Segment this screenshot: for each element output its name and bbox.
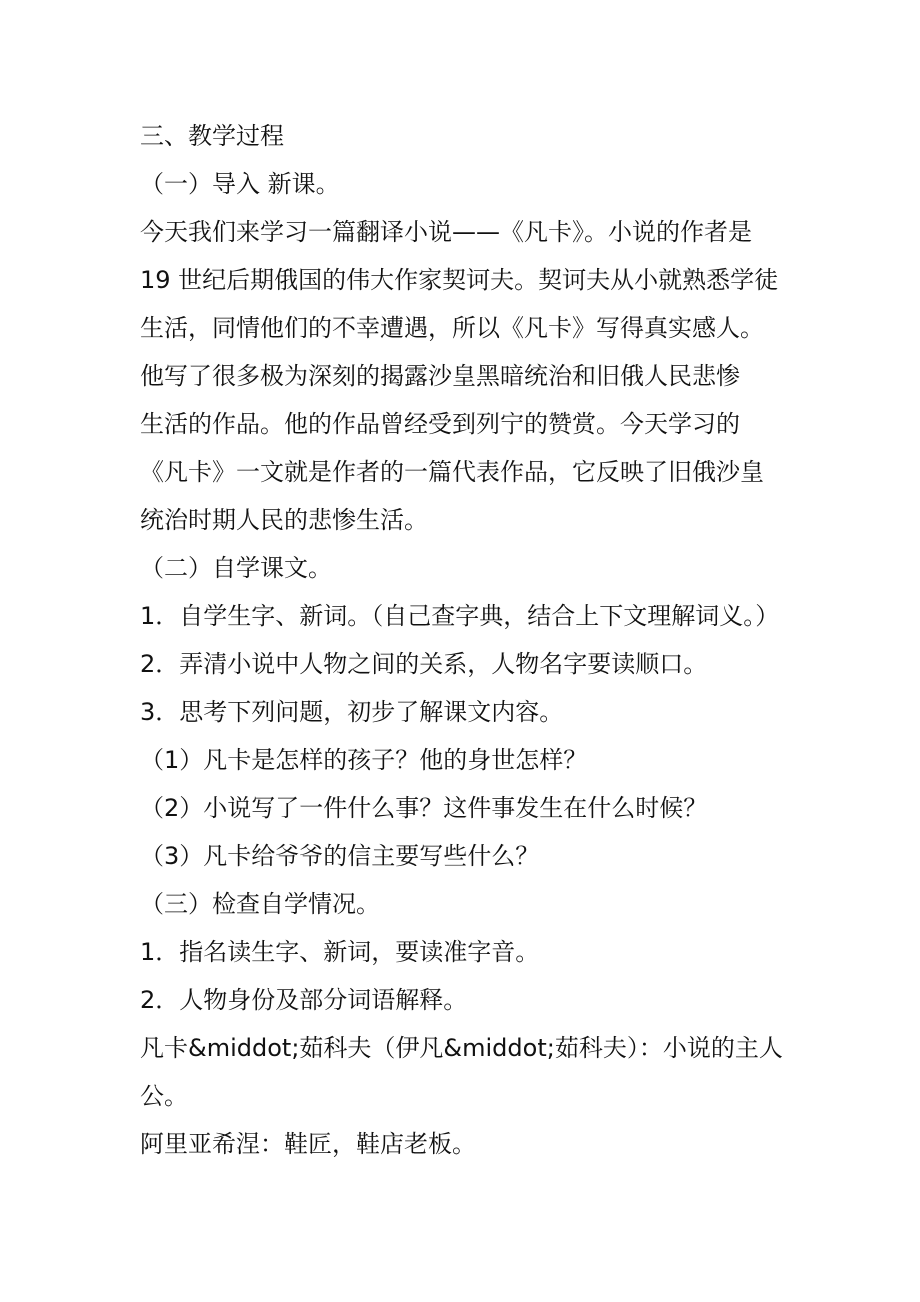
list-item: 1．自学生字、新词。（自己查字典，结合上下文理解词义。） <box>140 602 780 630</box>
list-item: 1．指名读生字、新词，要读准字音。 <box>140 938 540 966</box>
paragraph-line: 统治时期人民的悲惨生活。 <box>140 506 428 534</box>
paragraph-line: 19 世纪后期俄国的伟大作家契诃夫。契诃夫从小就熟悉学徒 <box>140 266 779 294</box>
list-item: 3．思考下列问题，初步了解课文内容。 <box>140 698 564 726</box>
question-item: （1）凡卡是怎样的孩子？他的身世怎样？ <box>140 746 588 774</box>
paragraph-line: 今天我们来学习一篇翻译小说——《凡卡》。小说的作者是 <box>140 218 752 246</box>
paragraph-line: 生活，同情他们的不幸遭遇，所以《凡卡》写得真实感人。 <box>140 314 764 342</box>
list-item: 2．人物身份及部分词语解释。 <box>140 986 468 1014</box>
definition-line: 阿里亚希涅：鞋匠，鞋店老板。 <box>140 1130 476 1158</box>
question-item: （2）小说写了一件什么事？这件事发生在什么时候？ <box>140 794 708 822</box>
section-heading: 三、教学过程 <box>140 122 284 150</box>
paragraph-line: 《凡卡》一文就是作者的一篇代表作品，它反映了旧俄沙皇 <box>140 458 764 486</box>
paragraph-line: 生活的作品。他的作品曾经受到列宁的赞赏。今天学习的 <box>140 410 740 438</box>
question-item: （3）凡卡给爷爷的信主要写些什么？ <box>140 842 540 870</box>
subsection-heading: （一）导入 新课。 <box>140 170 340 198</box>
definition-line: 凡卡&middot;茹科夫（伊凡&middot;茹科夫）：小说的主人 <box>140 1034 783 1062</box>
paragraph-line: 他写了很多极为深刻的揭露沙皇黑暗统治和旧俄人民悲惨 <box>140 362 740 390</box>
list-item: 2．弄清小说中人物之间的关系，人物名字要读顺口。 <box>140 650 708 678</box>
definition-line: 公。 <box>140 1082 188 1110</box>
subsection-heading: （二）自学课文。 <box>140 554 332 582</box>
subsection-heading: （三）检查自学情况。 <box>140 890 380 918</box>
